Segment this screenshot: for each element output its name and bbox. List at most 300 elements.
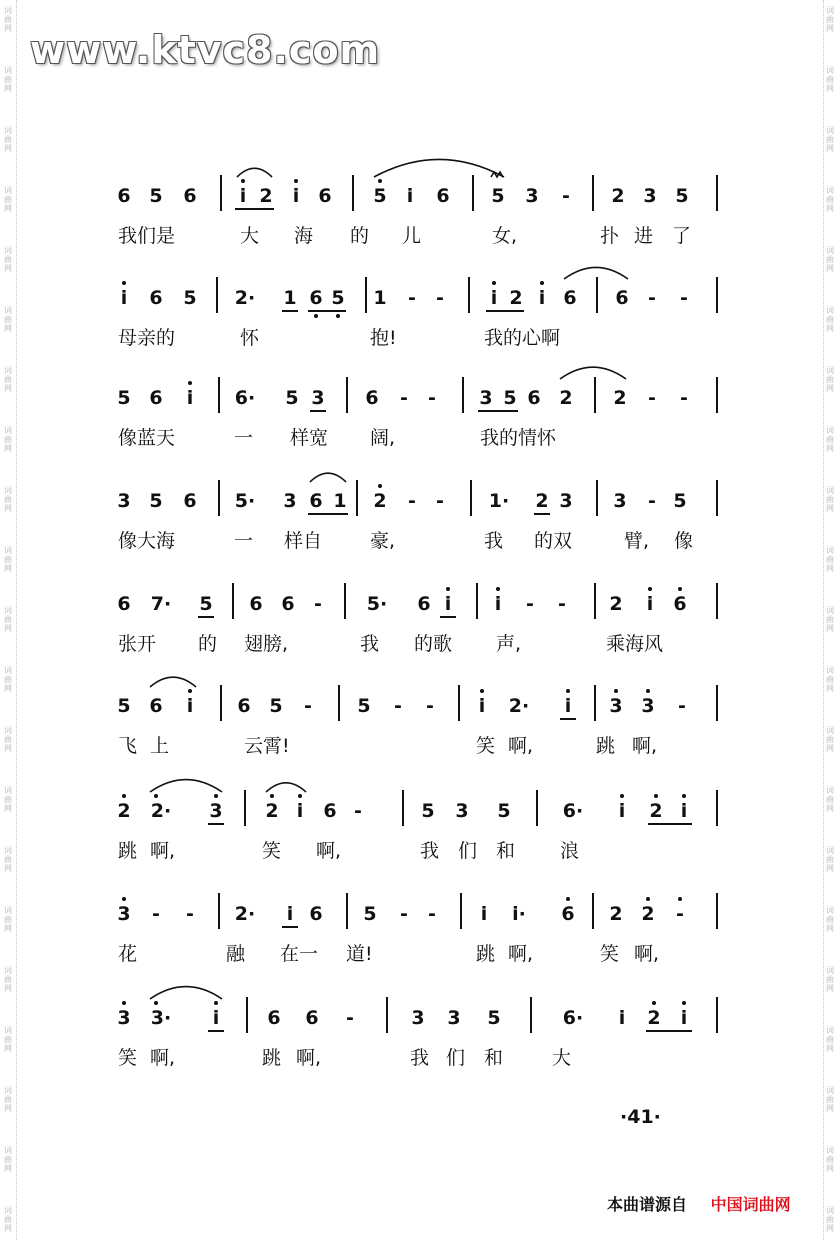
note: 3· — [150, 1007, 172, 1029]
margin-watermark: 词曲网 — [4, 606, 12, 633]
lyric-syllable: 笑 — [600, 943, 620, 965]
margin-watermark: 词曲网 — [4, 426, 12, 453]
margin-watermark: 词曲网 — [4, 6, 12, 33]
note: 5 — [357, 695, 371, 717]
bar-line — [716, 175, 718, 211]
lyric-syllable: 阔, — [370, 427, 396, 449]
note: - — [648, 287, 656, 309]
note: 6 — [309, 903, 323, 925]
bar-line — [530, 997, 532, 1033]
lyric-syllable: 母亲的 — [118, 327, 176, 349]
note: 2· — [234, 287, 256, 309]
bar-line — [716, 377, 718, 413]
bar-line — [592, 175, 594, 211]
lyric-syllable: 浪 — [560, 840, 580, 862]
note: 5 — [487, 1007, 501, 1029]
watermark: www.ktvc8.com — [30, 28, 381, 72]
margin-watermark: 词曲网 — [4, 1146, 12, 1173]
note: 5· — [234, 490, 256, 512]
score-line — [0, 1007, 840, 1107]
margin-watermark: 词曲网 — [826, 546, 834, 573]
note: i — [286, 903, 294, 925]
score-line — [0, 185, 840, 285]
note: 6 — [149, 695, 163, 717]
note: 6 — [365, 387, 379, 409]
bar-line — [536, 790, 538, 826]
note: 3 — [411, 1007, 425, 1029]
margin-watermark: 词曲网 — [4, 306, 12, 333]
lyric-syllable: 的双 — [534, 530, 573, 552]
margin-watermark: 词曲网 — [4, 786, 12, 813]
lyric-syllable: 道! — [346, 943, 373, 965]
lyric-syllable: 进 — [634, 225, 654, 247]
note: 6 — [309, 490, 323, 512]
note: i — [618, 800, 626, 822]
lyric-syllable: 们 — [458, 840, 478, 862]
lyric-syllable: 声, — [496, 633, 522, 655]
lyric-syllable: 啊, — [634, 943, 660, 965]
lyric-syllable: 我 — [360, 633, 380, 655]
note: - — [648, 387, 656, 409]
score-line — [0, 800, 840, 900]
note: 2· — [234, 903, 256, 925]
margin-watermark: 词曲网 — [826, 6, 834, 33]
note: - — [526, 593, 534, 615]
margin-watermark: 词曲网 — [4, 726, 12, 753]
margin-watermark: 词曲网 — [826, 66, 834, 93]
score-line — [0, 593, 840, 693]
footer — [607, 1192, 791, 1215]
note: 5 — [183, 287, 197, 309]
note: 6 — [267, 1007, 281, 1029]
note: 6· — [562, 1007, 584, 1029]
note: 6 — [309, 287, 323, 309]
note: - — [680, 387, 688, 409]
bar-line — [338, 685, 340, 721]
lyric-syllable: 翅膀, — [244, 633, 289, 655]
note: 3 — [559, 490, 573, 512]
note: i — [646, 593, 654, 615]
margin-watermark: 词曲网 — [826, 606, 834, 633]
margin-watermark: 词曲网 — [4, 186, 12, 213]
lyric-syllable: 我的情怀 — [480, 427, 557, 449]
bar-line — [468, 277, 470, 313]
note: - — [428, 387, 436, 409]
margin-watermark: 词曲网 — [826, 1146, 834, 1173]
lyric-syllable: 跳 — [262, 1047, 282, 1069]
note: 2 — [613, 387, 627, 409]
note: i — [680, 1007, 688, 1029]
note: 6 — [305, 1007, 319, 1029]
score-line — [0, 695, 840, 795]
note: 7· — [150, 593, 172, 615]
lyric-syllable: 我 — [484, 530, 504, 552]
note: - — [314, 593, 322, 615]
note: 6 — [237, 695, 251, 717]
note: 5 — [675, 185, 689, 207]
note: 6 — [417, 593, 431, 615]
margin-watermark: 词曲网 — [4, 366, 12, 393]
note: 6 — [561, 903, 575, 925]
lyric-syllable: 和 — [484, 1047, 504, 1069]
note: 3 — [525, 185, 539, 207]
note: - — [648, 490, 656, 512]
note: 2 — [559, 387, 573, 409]
bar-line — [476, 583, 478, 619]
note: 3 — [117, 903, 131, 925]
bar-line — [220, 175, 222, 211]
note: 2 — [609, 903, 623, 925]
note: 5 — [117, 387, 131, 409]
margin-watermark: 词曲网 — [826, 366, 834, 393]
margin-watermark: 词曲网 — [826, 726, 834, 753]
note: 3 — [641, 695, 655, 717]
bar-line — [218, 480, 220, 516]
note: i — [494, 593, 502, 615]
note: 6 — [149, 387, 163, 409]
note: i — [292, 185, 300, 207]
lyric-syllable: 飞 — [118, 735, 138, 757]
score-line — [0, 903, 840, 1003]
note: - — [436, 287, 444, 309]
bar-line — [716, 685, 718, 721]
margin-watermark: 词曲网 — [826, 306, 834, 333]
note: 3 — [117, 1007, 131, 1029]
page-number: ·41· — [620, 1106, 661, 1128]
note: 6 — [527, 387, 541, 409]
note: 1· — [488, 490, 510, 512]
note: 5 — [331, 287, 345, 309]
bar-line — [472, 175, 474, 211]
note: 2 — [647, 1007, 661, 1029]
note: i — [564, 695, 572, 717]
bar-line — [716, 893, 718, 929]
note: 1 — [283, 287, 297, 309]
note: 6 — [436, 185, 450, 207]
lyric-syllable: 一 — [234, 427, 254, 449]
note: 3 — [613, 490, 627, 512]
note: 2· — [508, 695, 530, 717]
bar-line — [592, 893, 594, 929]
lyric-syllable: 女, — [492, 225, 518, 247]
lyric-syllable: 我的心啊 — [484, 327, 561, 349]
note: - — [680, 287, 688, 309]
bar-line — [594, 377, 596, 413]
margin-watermark: 词曲网 — [4, 126, 12, 153]
lyric-syllable: 海 — [294, 225, 314, 247]
lyric-syllable: 的歌 — [414, 633, 453, 655]
bar-line — [462, 377, 464, 413]
lyric-syllable: 们 — [446, 1047, 466, 1069]
lyric-syllable: 啊, — [150, 1047, 176, 1069]
lyric-syllable: 扑 — [600, 225, 620, 247]
note: i — [239, 185, 247, 207]
note: i — [618, 1007, 626, 1029]
lyric-syllable: 笑 — [118, 1047, 138, 1069]
lyric-syllable: 大 — [552, 1047, 572, 1069]
note: i — [186, 387, 194, 409]
margin-watermark: 词曲网 — [4, 906, 12, 933]
score-line — [0, 287, 840, 387]
margin-watermark: 词曲网 — [4, 966, 12, 993]
lyric-syllable: 我 — [420, 840, 440, 862]
margin-watermark: 词曲网 — [4, 666, 12, 693]
lyric-syllable: 像 — [674, 530, 694, 552]
bar-line — [218, 377, 220, 413]
note: 6 — [563, 287, 577, 309]
note: 5 — [149, 185, 163, 207]
margin-watermark: 词曲网 — [826, 1086, 834, 1113]
bar-line — [356, 480, 358, 516]
note: 2 — [259, 185, 273, 207]
lyric-syllable: 的 — [198, 633, 218, 655]
lyric-syllable: 我 — [410, 1047, 430, 1069]
note: 5· — [366, 593, 388, 615]
bar-line — [596, 480, 598, 516]
bar-line — [470, 480, 472, 516]
note: 2 — [609, 593, 623, 615]
note: 3 — [447, 1007, 461, 1029]
note: 6 — [183, 185, 197, 207]
lyric-syllable: 像蓝天 — [118, 427, 176, 449]
note: i — [406, 185, 414, 207]
note: 6 — [183, 490, 197, 512]
note: 2 — [611, 185, 625, 207]
note: - — [354, 800, 362, 822]
note: 3 — [609, 695, 623, 717]
note: i — [680, 800, 688, 822]
bar-line — [244, 790, 246, 826]
note: 2· — [150, 800, 172, 822]
note: - — [152, 903, 160, 925]
note: - — [562, 185, 570, 207]
note: - — [408, 490, 416, 512]
note: - — [400, 387, 408, 409]
note: 2 — [265, 800, 279, 822]
bar-line — [218, 893, 220, 929]
lyric-syllable: 豪, — [370, 530, 396, 552]
note: - — [678, 695, 686, 717]
lyric-syllable: 啊, — [508, 735, 534, 757]
note: 3 — [209, 800, 223, 822]
note: - — [394, 695, 402, 717]
note: 3 — [455, 800, 469, 822]
note: i — [490, 287, 498, 309]
note: 2 — [373, 490, 387, 512]
note: - — [186, 903, 194, 925]
note: i· — [512, 903, 526, 925]
note: 6· — [234, 387, 256, 409]
note: - — [558, 593, 566, 615]
note: 5 — [199, 593, 213, 615]
lyric-syllable: 啊, — [316, 840, 342, 862]
bar-line — [246, 997, 248, 1033]
note: 6 — [149, 287, 163, 309]
lyric-syllable: 我们是 — [118, 225, 176, 247]
margin-watermark: 词曲网 — [826, 246, 834, 273]
margin-watermark: 词曲网 — [826, 486, 834, 513]
margin-watermark: 词曲网 — [4, 246, 12, 273]
bar-line — [346, 893, 348, 929]
note: 6 — [318, 185, 332, 207]
lyric-syllable: 像大海 — [118, 530, 176, 552]
note: - — [426, 695, 434, 717]
note: 6· — [562, 800, 584, 822]
bar-line — [594, 685, 596, 721]
note: 5 — [117, 695, 131, 717]
note: i — [296, 800, 304, 822]
footer-source-label: 本曲谱源自 — [607, 1195, 688, 1214]
note: - — [676, 903, 684, 925]
bar-line — [220, 685, 222, 721]
note: - — [436, 490, 444, 512]
note: 6 — [117, 185, 131, 207]
note: 5 — [269, 695, 283, 717]
note: 5 — [491, 185, 505, 207]
margin-watermark: 词曲网 — [4, 1086, 12, 1113]
margin-watermark: 词曲网 — [4, 486, 12, 513]
margin-watermark: 词曲网 — [826, 186, 834, 213]
margin-watermark: 词曲网 — [4, 546, 12, 573]
score-line — [0, 490, 840, 590]
note: 2 — [641, 903, 655, 925]
lyric-syllable: 跳 — [118, 840, 138, 862]
lyric-syllable: 样自 — [284, 530, 323, 552]
bar-line — [716, 277, 718, 313]
lyric-syllable: 臂, — [624, 530, 650, 552]
lyric-syllable: 啊, — [632, 735, 658, 757]
note: 5 — [363, 903, 377, 925]
note: - — [400, 903, 408, 925]
note: 6 — [615, 287, 629, 309]
note: i — [538, 287, 546, 309]
lyric-syllable: 上 — [150, 735, 170, 757]
note: 2 — [117, 800, 131, 822]
lyric-syllable: 张开 — [118, 633, 157, 655]
note: i — [480, 903, 488, 925]
margin-watermark: 词曲网 — [4, 66, 12, 93]
lyric-syllable: 啊, — [296, 1047, 322, 1069]
note: 3 — [283, 490, 297, 512]
note: 5 — [421, 800, 435, 822]
note: i — [186, 695, 194, 717]
margin-watermark: 词曲网 — [826, 426, 834, 453]
bar-line — [402, 790, 404, 826]
lyric-syllable: 笑 — [262, 840, 282, 862]
lyric-syllable: 抱! — [370, 327, 397, 349]
margin-watermark: 词曲网 — [826, 126, 834, 153]
lyric-syllable: 跳 — [476, 943, 496, 965]
bar-line — [460, 893, 462, 929]
note: 6 — [281, 593, 295, 615]
note: 5 — [673, 490, 687, 512]
lyric-syllable: 跳 — [596, 735, 616, 757]
margin-watermark: 词曲网 — [4, 1026, 12, 1053]
margin-watermark: 词曲网 — [826, 666, 834, 693]
note: 6 — [117, 593, 131, 615]
margin-watermark: 词曲网 — [4, 846, 12, 873]
bar-line — [716, 480, 718, 516]
bar-line — [716, 583, 718, 619]
note: 2 — [649, 800, 663, 822]
bar-line — [346, 377, 348, 413]
lyric-syllable: 了 — [672, 225, 692, 247]
lyric-syllable: 笑 — [476, 735, 496, 757]
margin-watermark: 词曲网 — [826, 846, 834, 873]
note: 6 — [323, 800, 337, 822]
note: i — [212, 1007, 220, 1029]
note: i — [478, 695, 486, 717]
bar-line — [365, 277, 367, 313]
lyric-syllable: 儿 — [402, 225, 422, 247]
note: 3 — [479, 387, 493, 409]
note: 1 — [333, 490, 347, 512]
margin-watermark: 词曲网 — [826, 966, 834, 993]
note: 5 — [373, 185, 387, 207]
lyric-syllable: 花 — [118, 943, 138, 965]
footer-site-label: 中国词曲网 — [710, 1195, 791, 1214]
note: i — [120, 287, 128, 309]
lyric-syllable: 云霄! — [244, 735, 290, 757]
note: - — [346, 1007, 354, 1029]
lyric-syllable: 一 — [234, 530, 254, 552]
note: 5 — [503, 387, 517, 409]
bar-line — [716, 997, 718, 1033]
note: - — [428, 903, 436, 925]
lyric-syllable: 大 — [240, 225, 260, 247]
lyric-syllable: 啊, — [508, 943, 534, 965]
note: i — [444, 593, 452, 615]
lyric-syllable: 怀 — [240, 327, 260, 349]
bar-line — [716, 790, 718, 826]
lyric-syllable: 和 — [496, 840, 516, 862]
margin-watermark: 词曲网 — [826, 1206, 834, 1233]
note: - — [408, 287, 416, 309]
note: 6 — [673, 593, 687, 615]
lyric-syllable: 乘海风 — [606, 633, 664, 655]
note: 5 — [497, 800, 511, 822]
lyric-syllable: 的 — [350, 225, 370, 247]
note: 3 — [643, 185, 657, 207]
bar-line — [596, 277, 598, 313]
margin-watermark: 词曲网 — [826, 786, 834, 813]
lyric-syllable: 样宽 — [290, 427, 329, 449]
note: 5 — [149, 490, 163, 512]
lyric-syllable: 啊, — [150, 840, 176, 862]
note: 2 — [535, 490, 549, 512]
bar-line — [344, 583, 346, 619]
bar-line — [386, 997, 388, 1033]
bar-line — [216, 277, 218, 313]
margin-watermark: 词曲网 — [826, 1026, 834, 1053]
note: 1 — [373, 287, 387, 309]
bar-line — [232, 583, 234, 619]
note: 6 — [249, 593, 263, 615]
note: - — [304, 695, 312, 717]
note: 5 — [285, 387, 299, 409]
lyric-syllable: 融 — [226, 943, 246, 965]
bar-line — [352, 175, 354, 211]
bar-line — [458, 685, 460, 721]
bar-line — [594, 583, 596, 619]
margin-watermark: 词曲网 — [826, 906, 834, 933]
note: 2 — [509, 287, 523, 309]
score-line — [0, 387, 840, 487]
note: 3 — [117, 490, 131, 512]
margin-watermark: 词曲网 — [4, 1206, 12, 1233]
lyric-syllable: 在一 — [280, 943, 319, 965]
note: 3 — [311, 387, 325, 409]
